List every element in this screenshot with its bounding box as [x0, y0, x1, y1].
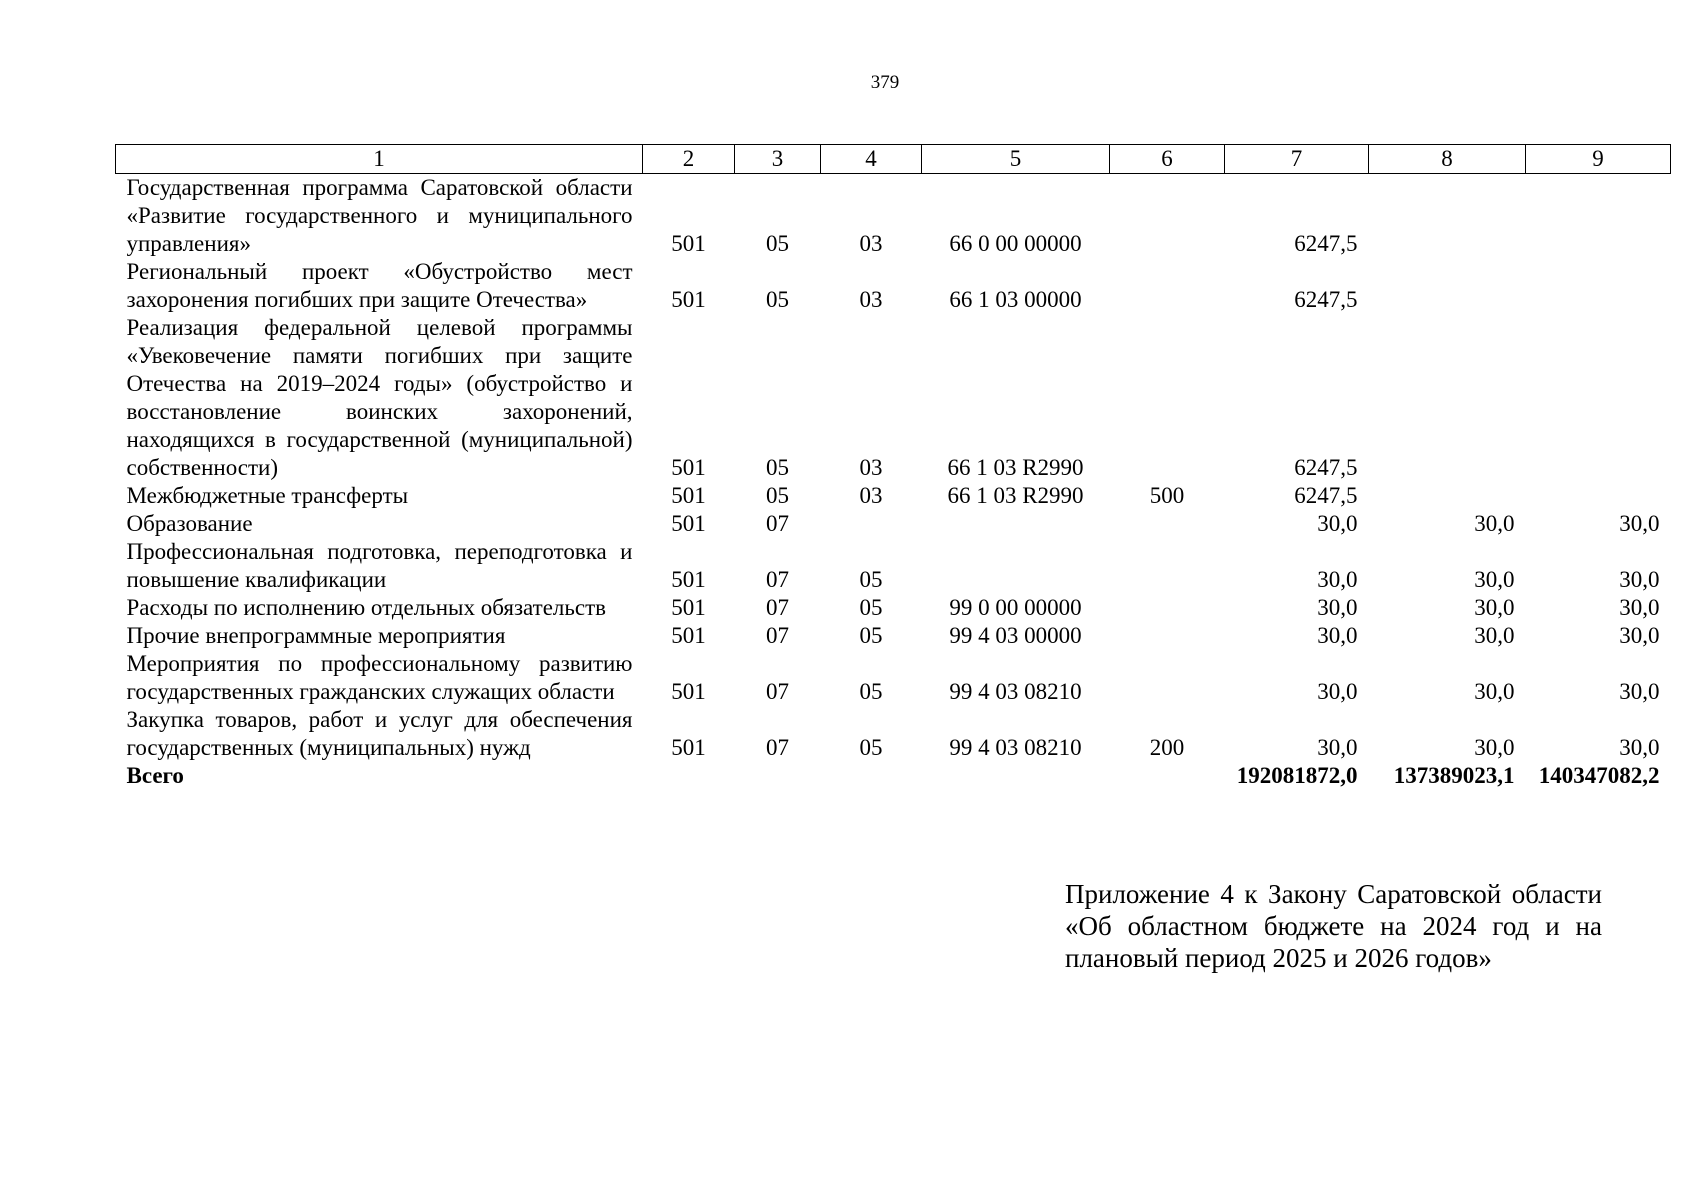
- cell-col8: [1369, 314, 1526, 482]
- cell-col3: 07: [766, 567, 789, 592]
- table-row: [116, 510, 1671, 538]
- cell-col2: 501: [671, 595, 706, 620]
- cell-col4: 05: [859, 679, 883, 704]
- cell-col3: 05: [766, 483, 789, 508]
- cell-col8: 30,0: [1474, 567, 1515, 592]
- table-cell: [643, 762, 735, 790]
- cell-col7: 6247,5: [1294, 231, 1358, 256]
- column-header: 7: [1225, 145, 1369, 174]
- cell-col9: [1526, 258, 1671, 314]
- cell-col5: 99 4 03 00000: [949, 623, 1082, 648]
- cell-col3: 05: [766, 287, 789, 312]
- cell-col6: 200: [1149, 735, 1185, 760]
- cell-col7: 6247,5: [1294, 455, 1358, 480]
- cell-col4: 05: [859, 623, 883, 648]
- cell-col8: 30,0: [1474, 595, 1515, 620]
- cell-col2: 501: [671, 455, 706, 480]
- cell-col7: 30,0: [1317, 735, 1358, 760]
- cell-col6: [1110, 174, 1225, 259]
- cell-col8: [1369, 258, 1526, 314]
- cell-col6: 500: [1149, 483, 1185, 508]
- cell-col8: 30,0: [1474, 623, 1515, 648]
- column-header: 2: [643, 145, 735, 174]
- cell-col5: [922, 538, 1110, 594]
- column-header: 4: [821, 145, 922, 174]
- cell-col9: 30,0: [1619, 679, 1660, 704]
- cell-col4: 03: [859, 455, 883, 480]
- cell-col2: 501: [671, 679, 706, 704]
- cell-col4: [821, 510, 922, 538]
- cell-col9: [1526, 314, 1671, 482]
- cell-col6: [1110, 594, 1225, 622]
- cell-col8: 30,0: [1474, 679, 1515, 704]
- cell-col7: 6247,5: [1294, 483, 1358, 508]
- cell-col4: 05: [859, 735, 883, 760]
- cell-col9: 30,0: [1619, 595, 1660, 620]
- total-row: [116, 762, 1671, 790]
- cell-col4: 05: [859, 595, 883, 620]
- table-row: [116, 650, 1671, 706]
- cell-col7: 30,0: [1317, 567, 1358, 592]
- column-header: 5: [922, 145, 1110, 174]
- row-name: Прочие внепрограммные мероприятия: [126, 623, 506, 648]
- total-value-col7: 192081872,0: [1236, 763, 1358, 788]
- cell-col4: 05: [859, 567, 883, 592]
- cell-col8: 30,0: [1474, 511, 1515, 536]
- cell-col5: 66 1 03 R2990: [947, 483, 1084, 508]
- column-header: 3: [735, 145, 821, 174]
- row-name: Профессиональная подготовка, переподготовка и повышение квалификации: [126, 539, 633, 592]
- row-name: Закупка товаров, работ и услуг для обеспечения государственных (муниципальных) нужд: [126, 707, 633, 760]
- cell-col8: 30,0: [1474, 735, 1515, 760]
- row-name: Реализация федеральной целевой программы «Увековечение памяти погибших при защите Отечества на 2019–2024 годы» (обустройство и восстановление воинских захоронений, находящихся в государственной (муниципальной) собственности): [126, 315, 633, 480]
- table-row: [116, 706, 1671, 762]
- total-value-col9: 140347082,2: [1538, 763, 1660, 788]
- table-row: [116, 594, 1671, 622]
- table-header-row: [116, 145, 1671, 174]
- cell-col2: 501: [671, 287, 706, 312]
- cell-col5: [922, 510, 1110, 538]
- column-header: 8: [1369, 145, 1526, 174]
- row-name: Мероприятия по профессиональному развитию государственных гражданских служащих области: [126, 651, 633, 704]
- cell-col8: [1369, 482, 1526, 510]
- cell-col5: 99 4 03 08210: [949, 735, 1082, 760]
- budget-table: [115, 144, 1671, 790]
- cell-col4: 03: [859, 231, 883, 256]
- cell-col3: 07: [766, 679, 789, 704]
- column-header: 6: [1110, 145, 1225, 174]
- table-cell: [821, 762, 922, 790]
- cell-col2: 501: [671, 735, 706, 760]
- cell-col5: 99 4 03 08210: [949, 679, 1082, 704]
- cell-col6: [1110, 258, 1225, 314]
- table-row: [116, 622, 1671, 650]
- cell-col2: 501: [671, 231, 706, 256]
- table-cell: [1110, 762, 1225, 790]
- cell-col6: [1110, 314, 1225, 482]
- cell-col4: 03: [859, 287, 883, 312]
- column-header: 9: [1526, 145, 1671, 174]
- cell-col5: 66 1 03 R2990: [947, 455, 1084, 480]
- table-row: [116, 482, 1671, 510]
- cell-col9: 30,0: [1619, 735, 1660, 760]
- row-name: Расходы по исполнению отдельных обязательств: [126, 595, 606, 620]
- row-name: Межбюджетные трансферты: [126, 483, 409, 508]
- cell-col7: 30,0: [1317, 623, 1358, 648]
- cell-col7: 30,0: [1317, 679, 1358, 704]
- cell-col2: 501: [671, 483, 706, 508]
- cell-col3: 05: [766, 455, 789, 480]
- cell-col9: 30,0: [1619, 623, 1660, 648]
- total-value-col8: 137389023,1: [1393, 763, 1515, 788]
- cell-col4: 03: [859, 483, 883, 508]
- cell-col3: 07: [766, 595, 789, 620]
- column-header: 1: [116, 145, 643, 174]
- cell-col3: 07: [766, 623, 789, 648]
- row-name: Региональный проект «Обустройство мест захоронения погибших при защите Отечества»: [126, 259, 633, 312]
- table-row: [116, 174, 1671, 259]
- cell-col6: [1110, 650, 1225, 706]
- cell-col2: 501: [671, 567, 706, 592]
- cell-col6: [1110, 510, 1225, 538]
- table-row: [116, 258, 1671, 314]
- total-label: Всего: [126, 763, 184, 788]
- cell-col9: 30,0: [1619, 511, 1660, 536]
- cell-col9: [1526, 482, 1671, 510]
- cell-col6: [1110, 622, 1225, 650]
- row-name: Образование: [126, 511, 253, 536]
- cell-col5: 99 0 00 00000: [949, 595, 1082, 620]
- table-row: [116, 314, 1671, 482]
- cell-col3: 07: [766, 511, 789, 536]
- table-cell: [735, 762, 821, 790]
- cell-col7: 30,0: [1317, 595, 1358, 620]
- cell-col3: 07: [766, 735, 789, 760]
- cell-col9: 30,0: [1619, 567, 1660, 592]
- cell-col3: 05: [766, 231, 789, 256]
- cell-col7: 30,0: [1317, 511, 1358, 536]
- table-row: [116, 538, 1671, 594]
- row-name: Государственная программа Саратовской области «Развитие государственного и муниципального управления»: [126, 175, 633, 256]
- cell-col6: [1110, 538, 1225, 594]
- cell-col7: 6247,5: [1294, 287, 1358, 312]
- table-cell: [922, 762, 1110, 790]
- cell-col5: 66 0 00 00000: [949, 231, 1082, 256]
- cell-col9: [1526, 174, 1671, 259]
- cell-col2: 501: [671, 623, 706, 648]
- cell-col5: 66 1 03 00000: [949, 287, 1082, 312]
- cell-col2: 501: [671, 511, 706, 536]
- appendix-heading: Приложение 4 к Закону Саратовской области «Об областном бюджете на 2024 год и на плановый период 2025 и 2026 годов»: [1065, 879, 1602, 973]
- page-number: 379: [870, 72, 900, 93]
- cell-col8: [1369, 174, 1526, 259]
